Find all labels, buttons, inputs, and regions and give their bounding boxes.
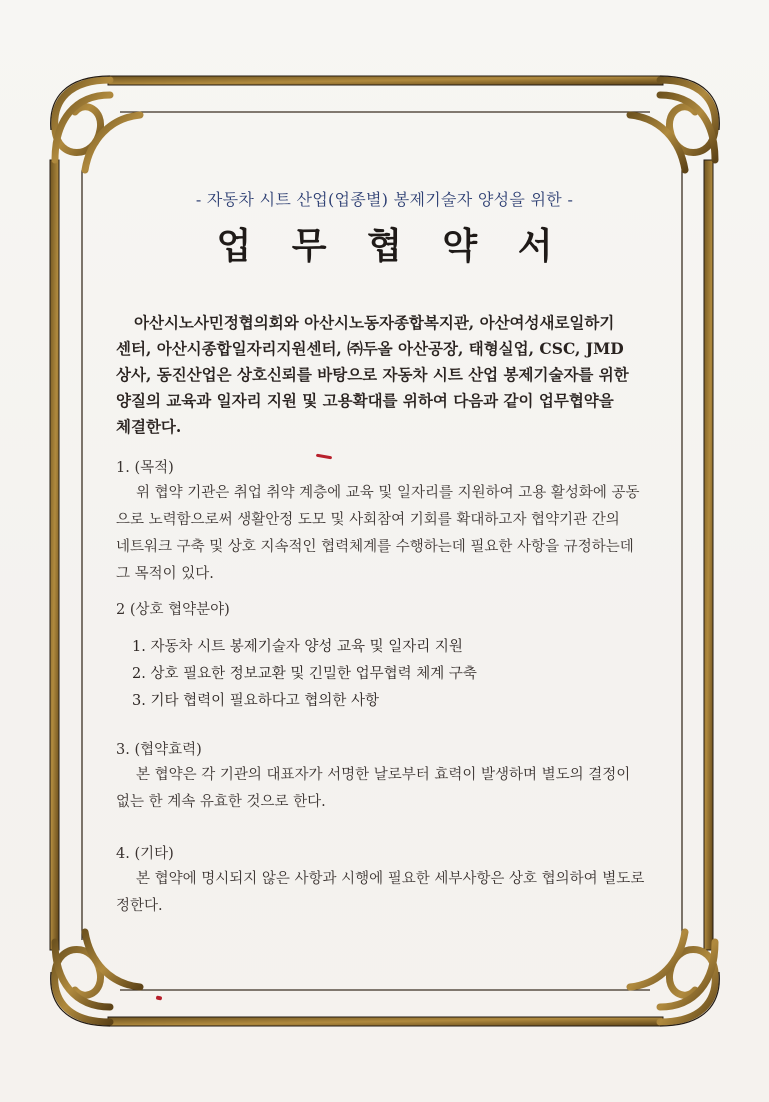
list-item: 1. 자동차 시트 봉제기술자 양성 교육 및 일자리 지원 (132, 639, 463, 655)
section-effect (116, 738, 668, 816)
border-bottom-bar (108, 1017, 663, 1026)
intro-line: 아산시노사민정협의회와 아산시노동자종합복지관, 아산여성새로일하기 (134, 313, 615, 332)
document-subtitle: - 자동차 시트 산업(업종별) 봉제기술자 양성을 위한 - (195, 190, 574, 209)
section-line: 위 협약 기관은 취업 취약 계층에 교육 및 일자리를 지원하여 고용 활성화에 공동 (136, 485, 640, 501)
section-line: 본 협약에 명시되지 않은 사항과 시행에 필요한 세부사항은 상호 협의하여 별도로 (136, 871, 645, 887)
section-line: 으로 노력함으로써 생활안정 도모 및 사회참여 기회를 확대하고자 협약기관 간의 (116, 512, 620, 528)
section-heading: 2 (상호 협약분야) (116, 602, 230, 618)
section-cooperation-heading (116, 598, 668, 622)
section-heading: 1. (목적) (116, 460, 174, 476)
document-title: 업 무 협 약 서 (216, 225, 567, 267)
corner-ornament-bottom-left (55, 932, 140, 1022)
corner-ornament-bottom-right (630, 932, 715, 1022)
section-line: 본 협약은 각 기관의 대표자가 서명한 날로부터 효력이 발생하며 별도의 결정이 (136, 767, 631, 783)
border-left-bar (50, 160, 59, 950)
ink-mark (156, 996, 163, 1001)
intro-line: 체결한다. (116, 417, 182, 436)
corner-ornament-top-left (55, 80, 140, 170)
section-heading: 4. (기타) (116, 846, 174, 862)
cooperation-list (132, 634, 477, 715)
section-line: 네트워크 구축 및 상호 지속적인 협력체계를 수행하는데 필요한 사항을 규정하는데 (116, 539, 634, 555)
section-heading: 3. (협약효력) (116, 742, 202, 758)
section-line: 그 목적이 있다. (116, 566, 214, 582)
section-other (116, 842, 668, 920)
intro-paragraph (116, 310, 668, 440)
section-line: 없는 한 계속 유효한 것으로 한다. (116, 794, 326, 810)
list-item: 2. 상호 필요한 정보교환 및 긴밀한 업무협력 체계 구축 (132, 666, 477, 682)
list-item: 3. 기타 협력이 필요하다고 협의한 사항 (132, 693, 379, 709)
corner-ornament-top-right (630, 80, 715, 170)
intro-line: 양질의 교육과 일자리 지원 및 고용확대를 위하여 다음과 같이 업무협약을 (116, 391, 614, 410)
intro-line: 센터, 아산시종합일자리지원센터, ㈜두올 아산공장, 태형실업, CSC, JMD (116, 339, 624, 358)
border-right-bar (704, 160, 713, 950)
intro-line: 상사, 동진산업은 상호신뢰를 바탕으로 자동차 시트 산업 봉제기술자를 위한 (116, 365, 629, 384)
section-line: 정한다. (116, 898, 163, 914)
border-top-bar (108, 76, 663, 85)
section-purpose (116, 456, 668, 588)
